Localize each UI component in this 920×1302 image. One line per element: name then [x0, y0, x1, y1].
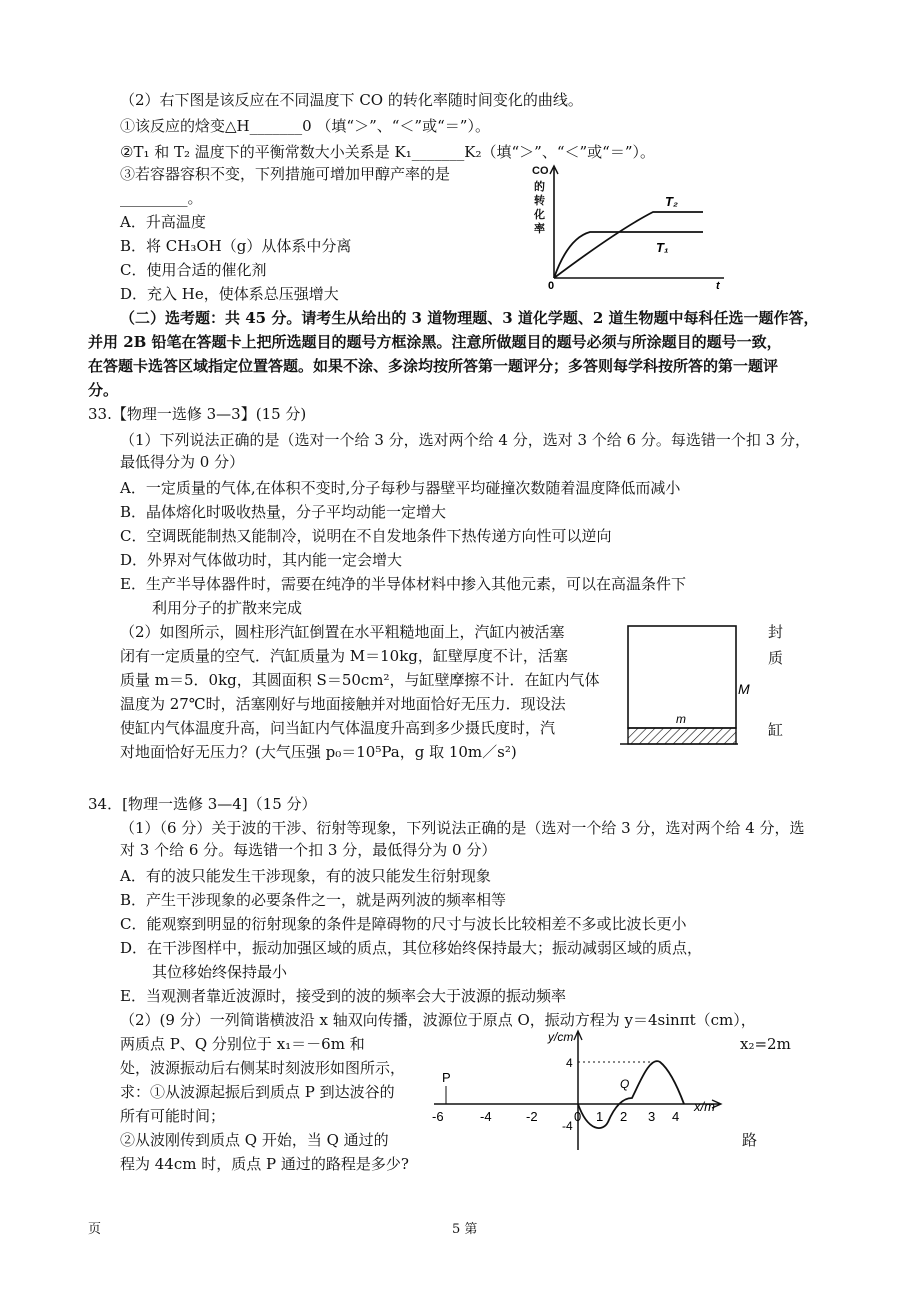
wave-p-label: P	[442, 1070, 451, 1085]
co-conversion-graph	[528, 160, 728, 290]
wave-x-tick-0: 0	[574, 1109, 582, 1124]
q34-part1-line-2: 对 3 个给 6 分。每选错一个扣 3 分，最低得分为 0 分）	[120, 841, 497, 859]
section2-line-3: 在答题卡选答区域指定位置答题。如果不涂、多涂均按所答第一题评分；多答则每学科按所答的第一题评	[88, 357, 779, 375]
q34-title: 34．[物理一选修 3—4]（15 分）	[88, 795, 317, 813]
q33-part2-line-5: 使缸内气体温度升高，问当缸内气体温度升高到多少摄氏度时，汽	[120, 719, 556, 737]
q34-option-a: A．有的波只能发生干涉现象，有的波只能发生衍射现象	[120, 867, 491, 885]
q33-side-char-2: 质	[768, 649, 784, 667]
q33-part1-line-2: 最低得分为 0 分）	[120, 453, 245, 471]
wave-x-tick-m4: -4	[480, 1109, 492, 1124]
q33-option-e-cont: 利用分子的扩散来完成	[152, 599, 303, 617]
q2-option-d: D．充入 He，使体系总压强增大	[120, 285, 339, 303]
q34-part2-line-1: 两质点 P、Q 分别位于 x₁＝－6m 和	[120, 1035, 365, 1053]
cylinder-figure	[612, 618, 750, 752]
q34-part2-line-2: 处，波源振动后右侧某时刻波形如图所示，	[120, 1059, 406, 1077]
q2-item-1: ①该反应的焓变△H_______0 （填“＞”、“＜”或“＝”）。	[120, 117, 490, 135]
graph-xlabel: t	[716, 280, 720, 292]
wave-x-tick-m6: -6	[432, 1109, 444, 1124]
q33-option-a: A．一定质量的气体,在体积不变时,分子每秒与器壁平均碰撞次数随着温度降低而减小	[120, 479, 681, 497]
q33-side-char-1: 封	[768, 623, 784, 641]
q2-item-3-blank: _________。	[120, 189, 203, 207]
q33-part2-line-4: 温度为 27℃时，活塞刚好与地面接触并对地面恰好无压力．现设法	[120, 695, 566, 713]
q33-option-c: C．空调既能制热又能制冷，说明在不自发地条件下热传递方向性可以逆向	[120, 527, 612, 545]
q2-item-2: ②T₁ 和 T₂ 温度下的平衡常数大小关系是 K₁_______K₂（填“＞”、“＜”或“＝”）。	[120, 143, 656, 161]
q2-stem: （2）右下图是该反应在不同温度下 CO 的转化率随时间变化的曲线。	[120, 91, 583, 109]
q33-part2-line-2: 闭有一定质量的空气．汽缸质量为 M＝10kg，缸壁厚度不计，活塞	[120, 647, 568, 665]
wave-y-tick-neg: -4	[562, 1119, 573, 1133]
t1-label: T₁	[656, 240, 669, 255]
piston	[628, 728, 736, 744]
graph-ylabel-0: CO	[532, 165, 549, 177]
q34-option-c: C．能观察到明显的衍射现象的条件是障碍物的尺寸与波长比较相差不多或比波长更小	[120, 915, 687, 933]
section2-line-1: （二）选考题：共 45 分。请考生从给出的 3 道物理题、3 道化学题、2 道生物题中每科任选一题作答，	[120, 309, 819, 327]
q33-part2-line-3: 质量 m＝5．0kg，其圆面积 S＝50cm²，与缸壁摩擦不计．在缸内气体	[120, 671, 600, 689]
q2-option-a: A．升高温度	[120, 213, 206, 231]
q34-part2-line-6: 程为 44cm 时，质点 P 通过的路程是多少?	[120, 1155, 409, 1173]
wave-y-tick-pos: 4	[566, 1056, 573, 1070]
q34-option-e: E．当观测者靠近波源时，接受到的波的频率会大于波源的振动频率	[120, 987, 566, 1005]
footer-left: 页	[88, 1222, 102, 1237]
q34-part2-stem: （2）(9 分）一列简谐横波沿 x 轴双向传播，波源位于原点 O，振动方程为 y＝4sinπt（cm），	[120, 1011, 756, 1029]
q34-option-d: D．在干涉图样中，振动加强区域的质点，其位移始终保持最大；振动减弱区域的质点，	[120, 939, 703, 957]
t1-curve	[554, 232, 703, 278]
q2-option-c: C．使用合适的催化剂	[120, 261, 267, 279]
q33-option-b: B．晶体熔化时吸收热量，分子平均动能一定增大	[120, 503, 447, 521]
wave-x-tick-3: 3	[648, 1109, 656, 1124]
q33-option-d: D．外界对气体做功时，其内能一定会增大	[120, 551, 403, 569]
q34-option-b: B．产生干涉现象的必要条件之一，就是两列波的频率相等	[120, 891, 507, 909]
q2-option-b: B．将 CH₃OH（g）从体系中分离	[120, 237, 352, 255]
wave-curve	[578, 1061, 684, 1128]
wave-y-label: y/cm	[548, 1030, 574, 1044]
graph-ylabel-2: 转	[534, 195, 545, 207]
wave-x-tick-2: 2	[620, 1109, 628, 1124]
q33-option-e: E．生产半导体器件时，需要在纯净的半导体材料中掺入其他元素，可以在高温条件下	[120, 575, 686, 593]
q34-option-d-cont: 其位移始终保持最小	[152, 963, 288, 981]
q34-part2-line-4: 所有可能时间；	[120, 1107, 226, 1125]
q34-x2-value: x₂=2m	[740, 1035, 791, 1053]
wave-q-label: Q	[620, 1077, 630, 1091]
section2-line-2: 并用 2B 铅笔在答题卡上把所选题目的题号方框涂黑。注意所做题目的题号必须与所涂题目的题号一致，	[88, 333, 782, 351]
q34-side-char: 路	[742, 1131, 758, 1149]
graph-ylabel-3: 化	[534, 209, 545, 221]
q33-side-char-3: 缸	[768, 721, 784, 739]
wave-x-tick-1: 1	[596, 1109, 604, 1124]
footer-page: 5 第	[452, 1222, 478, 1237]
q33-part2-line-6: 对地面恰好无压力？(大气压强 p₀＝10⁵Pa，g 取 10m／s²)	[120, 743, 517, 761]
t2-curve	[554, 212, 703, 278]
q33-part1-line-1: （1）下列说法正确的是（选对一个给 3 分，选对两个给 4 分，选对 3 个给 6 分。每选错一个扣 3 分，	[120, 431, 810, 449]
wave-x-tick-4: 4	[672, 1109, 680, 1124]
mass-M-label: M	[738, 681, 750, 697]
q34-part1-line-1: （1）（6 分）关于波的干涉、衍射等现象，下列说法正确的是（选对一个给 3 分，选对两个给 4 分，选	[120, 819, 805, 837]
q34-part2-line-3: 求：①从波源起振后到质点 P 到达波谷的	[120, 1083, 395, 1101]
q34-part2-line-5: ②从波刚传到质点 Q 开始，当 Q 通过的	[120, 1131, 389, 1149]
graph-ylabel-4: 率	[534, 223, 545, 235]
t2-label: T₂	[665, 194, 678, 209]
wave-graph	[428, 1028, 728, 1154]
graph-origin: 0	[548, 280, 555, 292]
q33-title: 33.【物理一选修 3—3】(15 分)	[88, 405, 307, 423]
q33-part2-line-1: （2）如图所示，圆柱形汽缸倒置在水平粗糙地面上，汽缸内被活塞	[120, 623, 565, 641]
section2-line-4: 分。	[88, 381, 119, 399]
q2-item-3: ③若容器容积不变，下列措施可增加甲醇产率的是	[120, 165, 451, 183]
graph-ylabel-1: 的	[534, 181, 545, 193]
mass-m-label: m	[676, 712, 686, 726]
wave-x-label: x/m	[694, 1099, 715, 1114]
wave-x-tick-m2: -2	[526, 1109, 538, 1124]
